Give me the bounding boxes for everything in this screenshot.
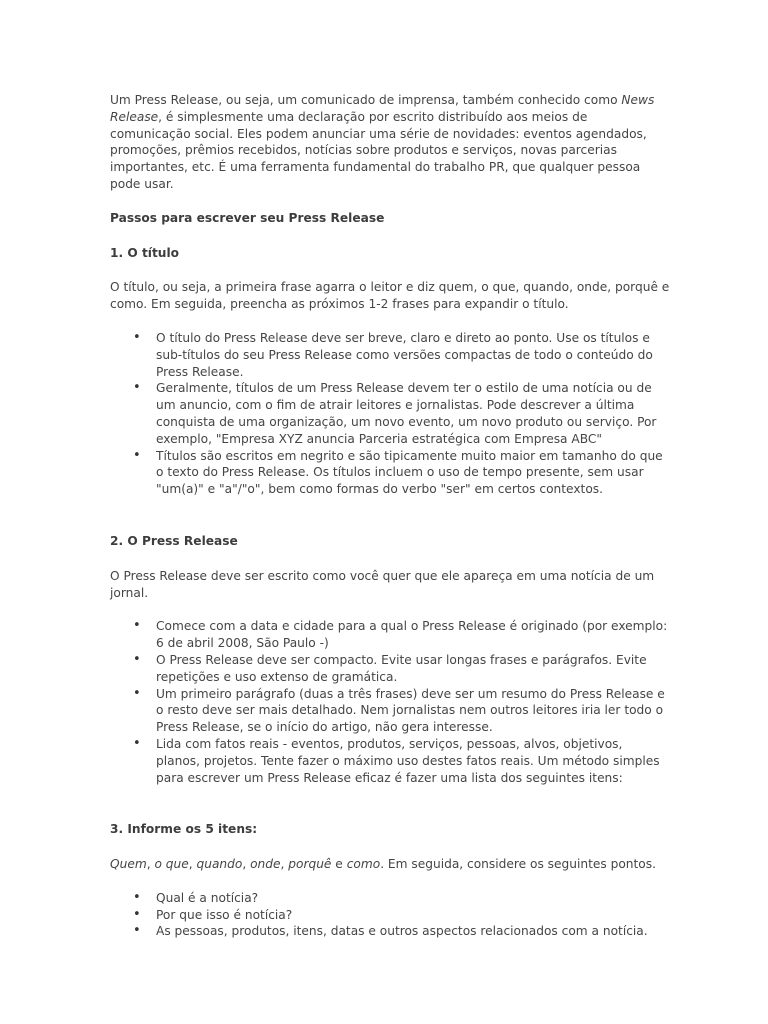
list-item: • Um primeiro parágrafo (duas a três frases) deve ser um resumo do Press Release e o resto deve ser mais detalhado. Nem jornalistas nem outros leitores iria ler todo o Press Release, se o início do artigo, não gera interesse. xyxy=(156,686,670,736)
item-como: como xyxy=(346,857,381,872)
item-onde: onde xyxy=(250,857,281,872)
section3-heading: 3. Informe os 5 itens: xyxy=(110,822,258,837)
intro-term-news-release: News Release xyxy=(110,93,655,124)
list-item: • Geralmente, títulos de um Press Release devem ter o estilo de uma notícia ou de um anuncio, com o fim de atrair leitores e jornalistas. Pode descrever a última conquista de uma organização, um novo evento, um novo produto ou serviço. Por exemplo, "Empresa XYZ anuncia Parceria estratégica com Empresa ABC" xyxy=(156,380,670,447)
section2-paragraph: O Press Release deve ser escrito como você quer que ele apareça em uma notícia de um jornal. xyxy=(110,568,655,600)
separator: , xyxy=(242,857,251,872)
list-item: • Lida com fatos reais - eventos, produtos, serviços, pessoas, alvos, objetivos, planos, projetos. Tente fazer o máximo uso destes fatos reais. Um método simples para escrever um Press Release eficaz é fazer uma lista dos seguintes itens: xyxy=(156,736,670,786)
section1-bullet-list xyxy=(110,330,670,498)
separator: , xyxy=(280,857,289,872)
document-page xyxy=(110,92,670,940)
item-quem: Quem xyxy=(110,857,147,872)
separator: , xyxy=(188,857,197,872)
list-item: • Por que isso é notícia? xyxy=(156,907,670,924)
list-item: • Títulos são escritos em negrito e são tipicamente muito maior em tamanho do que o texto do Press Release. Os títulos incluem o uso de tempo presente, sem usar "um(a)" e "a"/"o", bem como formas do verbo "ser" em certos contextos. xyxy=(156,448,670,498)
intro-text-start: Um Press Release, ou seja, um comunicado de imprensa, também conhecido como xyxy=(110,93,622,107)
item-porque: porquê xyxy=(288,857,332,872)
item-o-que: o que xyxy=(154,857,189,872)
section3-paragraph-tail: . Em seguida, considere os seguintes pontos. xyxy=(380,857,656,872)
section1-heading: 1. O título xyxy=(110,245,180,260)
item-quando: quando xyxy=(196,857,243,872)
steps-heading: Passos para escrever seu Press Release xyxy=(110,210,385,225)
section3-bullet-list xyxy=(110,890,670,940)
list-item: • As pessoas, produtos, itens, datas e outros aspectos relacionados com a notícia. xyxy=(156,923,670,940)
list-item: • Comece com a data e cidade para a qual o Press Release é originado (por exemplo: 6 de abril 2008, São Paulo -) xyxy=(156,618,670,652)
separator: e xyxy=(331,857,347,872)
separator: , xyxy=(146,857,155,872)
list-item: • O título do Press Release deve ser breve, claro e direto ao ponto. Use os títulos e sub-títulos do seu Press Release como versões compactas de todo o conteúdo do Press Release. xyxy=(156,330,670,380)
list-item: • Qual é a notícia? xyxy=(156,890,670,907)
section2-heading: 2. O Press Release xyxy=(110,533,238,548)
section2-bullet-list xyxy=(110,618,670,786)
intro-paragraph xyxy=(110,92,670,193)
list-item: • O Press Release deve ser compacto. Evite usar longas frases e parágrafos. Evite repetições e uso extenso de gramática. xyxy=(156,652,670,686)
section3-paragraph xyxy=(110,856,670,873)
section1-paragraph: O título, ou seja, a primeira frase agarra o leitor e diz quem, o que, quando, onde, porquê e como. Em seguida, preencha as próximos 1-2 frases para expandir o título. xyxy=(110,280,670,312)
intro-text-end: , é simplesmente uma declaração por escrito distribuído aos meios de comunicação social. Eles podem anunciar uma série de novidades: eventos agendados, promoções, prêmios recebidos, notícias sobre produtos e serviços, novas parcerias importantes, etc. É uma ferramenta fundamental do trabalho PR, que qualquer pessoa pode usar. xyxy=(110,109,647,191)
